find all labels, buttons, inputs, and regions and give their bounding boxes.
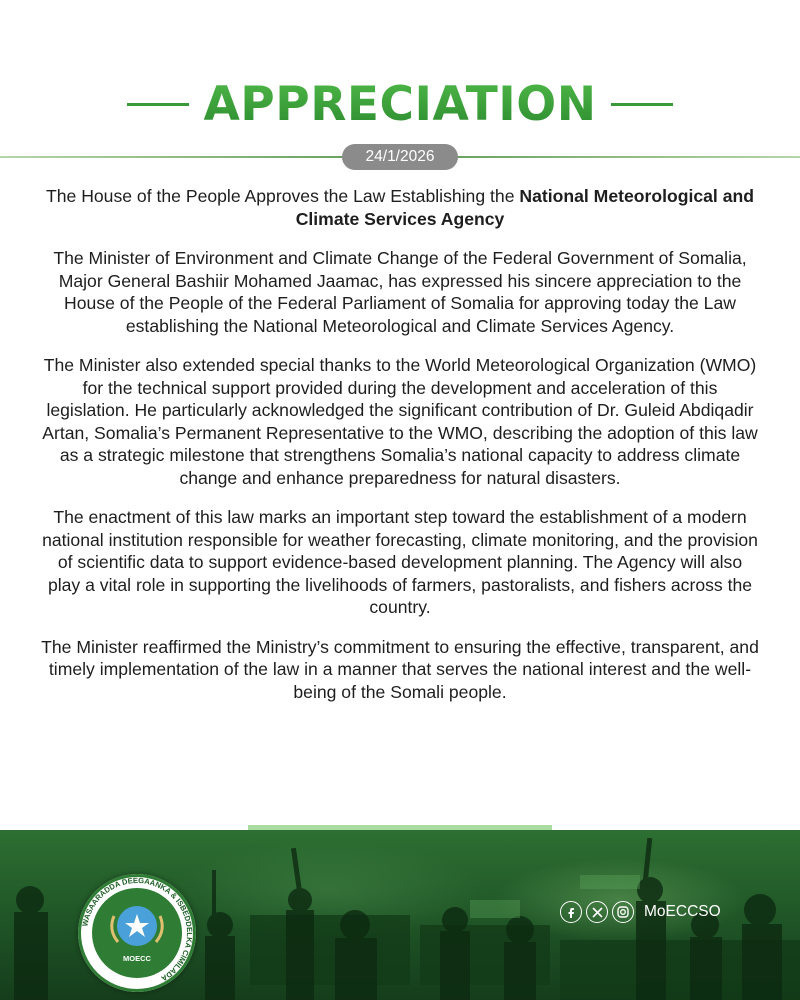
title-line-right xyxy=(611,103,673,106)
page-title: APPRECIATION xyxy=(203,76,597,132)
social-links xyxy=(560,901,721,923)
article-body xyxy=(40,185,760,720)
seal-center xyxy=(92,888,182,978)
seal-ring-top: WASAARADDA DEEGAANKA & ISBEDDELKA CIMILADA xyxy=(80,875,195,984)
headline-bold: National Meteorological and Climate Services Agency xyxy=(295,186,754,229)
paragraph-2: The Minister also extended special thanks to the World Meteorological Organization (WMO) for the technical support provided during the development and acceleration of this legislation. He particularly acknowledged the significant contribution of Dr. Guleid Abdiqadir Artan, Somalia’s Permanent Representative to the WMO, describing the adoption of this law as a strategic milestone that strengthens Somalia’s national capacity to address climate change and enhance preparedness for natural disasters. xyxy=(42,355,758,488)
title-line-left xyxy=(127,103,189,106)
headline xyxy=(40,185,760,230)
title-row xyxy=(0,72,800,136)
x-icon[interactable] xyxy=(586,901,608,923)
footer-photo-banner xyxy=(0,830,800,1000)
instagram-icon[interactable] xyxy=(612,901,634,923)
date-badge: 24/1/2026 xyxy=(342,144,458,170)
ministry-seal-logo xyxy=(78,874,196,992)
paragraph-4: The Minister reaffirmed the Ministry’s commitment to ensuring the effective, transparent, and timely implementation of the law in a manner that serves the national interest and the well-being of the Somali people. xyxy=(41,636,759,702)
social-handle[interactable]: MoECCSO xyxy=(644,903,721,920)
seal-abbr: MOECC xyxy=(123,954,151,963)
facebook-icon[interactable] xyxy=(560,901,582,923)
headline-lead: The House of the People Approves the Law Establishing the xyxy=(45,186,520,206)
paragraph-1: The Minister of Environment and Climate Change of the Federal Government of Somalia, Major General Bashiir Mohamed Jaamac, has expressed his sincere appreciation to the House of the People of the Federal Parliament of Somalia for approving today the Law establishing the National Meteorological and Climate Services Agency. xyxy=(53,248,747,336)
coat-of-arms-icon xyxy=(92,888,182,978)
paragraph-3: The enactment of this law marks an important step toward the establishment of a modern national institution responsible for weather forecasting, climate monitoring, and the provision of scientific data to support evidence-based development planning. The Agency will also play a vital role in supporting the livelihoods of farmers, pastoralists, and fishers across the country. xyxy=(42,507,758,617)
